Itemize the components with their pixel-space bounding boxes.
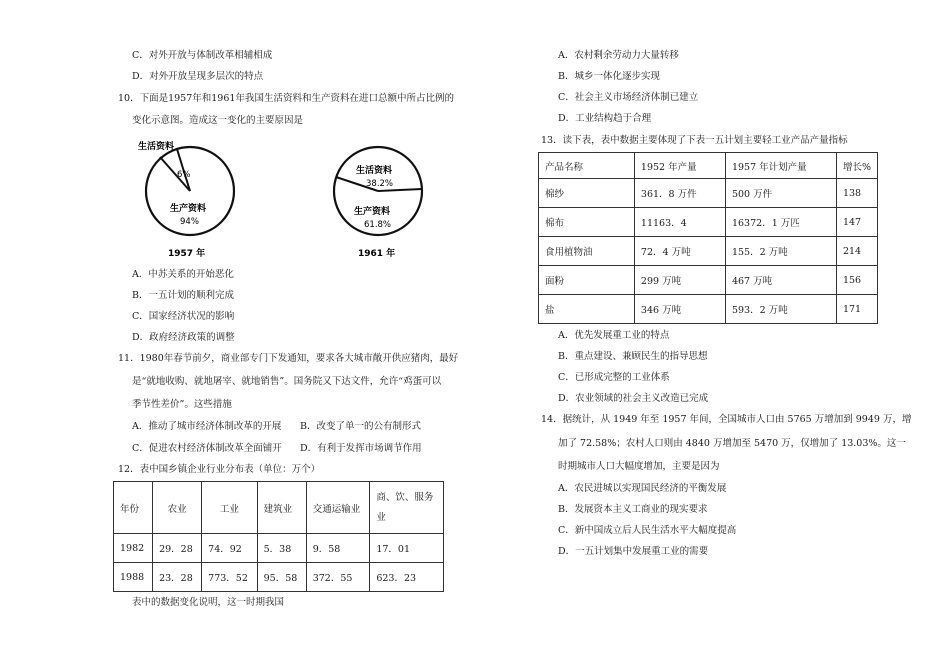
pie-charts-figure [120,135,450,260]
q12-after-table: 表中的数据变化说明，这一时期我国 [132,597,285,608]
table-cell: 1988 [114,563,153,592]
table-cell: 623．23 [370,563,444,592]
table-header-cell: 产品名称 [539,153,635,179]
q13-option-a: A．优先发展重工业的特点 [558,330,670,341]
table-cell: 72．4 万吨 [634,237,725,266]
table-cell: 16372．1 万匹 [725,208,836,237]
q11-option-c: C．促进农村经济体制改革全面铺开 [132,443,282,454]
q13-option-d: D．农业领域的社会主义改造已完成 [558,393,709,404]
q11-option-a: A．推动了城市经济体制改革的开展 [132,421,282,432]
table-row [539,266,878,295]
table-header-cell: 增长% [836,153,877,179]
table-cell: 面粉 [539,266,635,295]
pie-1961-label-production: 生产资料 [354,207,391,217]
table-cell: 156 [836,266,877,295]
q11-stem-line1: 11．1980年春节前夕，商业部专门下发通知，要求各大城市敞开供应猪肉，最好 [118,353,459,364]
q14-option-a: A．农民进城以实现国民经济的平衡发展 [558,483,727,494]
q10-option-d: D．政府经济政策的调整 [132,332,235,343]
table-cell: 23．28 [153,563,202,592]
q11-stem-line2: 是“就地收购、就地屠宰、就地销售”。国务院又下达文件，允许“鸡蛋可以 [132,376,442,387]
table-cell: 74．92 [202,534,257,563]
pie-1957-title: 1957 年 [168,249,206,259]
table-cell: 11163．4 [634,208,725,237]
q12-option-b: B．城乡一体化逐步实现 [558,71,660,82]
table-header-cell: 农业 [153,482,202,534]
table-cell: 29．28 [153,534,202,563]
table-header-row [539,153,878,179]
table-header-text: 业 [376,511,386,523]
table-header-cell-wrap [370,482,444,534]
table-row [114,534,444,563]
table-header-cell: 工业 [202,482,257,534]
pie-1957-pct-living: 6% [177,170,191,180]
pie-1957-label-living: 生活资料 [138,142,175,152]
table-cell: 214 [836,237,877,266]
table-row [539,237,878,266]
q14-option-b: B．发展资本主义工商业的现实要求 [558,504,708,515]
q13-option-c: C．已形成完整的工业体系 [558,372,670,383]
pie-1957 [138,140,234,259]
pie-1957-pct-production: 94% [180,217,199,227]
q10-option-a: A．中苏关系的开始恶化 [132,269,234,280]
table-row [539,295,878,324]
q9-option-c: C．对外开放与体制改革相辅相成 [132,50,273,61]
q11-option-b: B．改变了单一的公有制形式 [300,421,421,432]
q12-table [113,481,444,592]
q12-option-a: A．农村剩余劳动力大量转移 [558,50,679,61]
q12-option-d: D．工业结构趋于合理 [558,113,652,124]
pie-1961-title: 1961 年 [358,249,396,259]
table-cell: 盐 [539,295,635,324]
q13-option-b: B．重点建设、兼顾民生的指导思想 [558,351,708,362]
q10-stem-line1: 10．下面是1957年和1961年我国生活资料和生产资料在进口总额中所占比例的 [118,93,454,104]
q10-option-b: B．一五计划的顺利完成 [132,290,234,301]
table-header-cell: 交通运输业 [306,482,370,534]
pie-1961-label-living: 生活资料 [356,166,393,176]
q10-stem-line2: 变化示意图。造成这一变化的主要原因是 [132,115,304,126]
table-cell: 1982 [114,534,153,563]
q13-table [538,152,878,324]
table-cell: 500 万件 [725,179,836,208]
table-cell: 5．38 [257,534,306,563]
table-header-cell: 建筑业 [257,482,306,534]
table-header-cell: 1952 年产量 [634,153,725,179]
table-cell: 食用植物油 [539,237,635,266]
table-cell: 773．52 [202,563,257,592]
q13-stem: 13．读下表，表中数据主要体现了下表一五计划主要轻工业产品产量指标 [541,135,848,146]
table-header-cell: 1957 年计划产量 [725,153,836,179]
pie-1961-pct-living: 38.2% [366,179,394,189]
q14-stem-line1: 14．据统计，从 1949 年至 1957 年间，全国城市人口由 5765 万增加到 9949 万，增 [541,414,912,425]
table-cell: 346 万吨 [634,295,725,324]
q14-option-c: C．新中国成立后人民生活水平大幅度提高 [558,525,737,536]
table-cell: 9．58 [306,534,370,563]
table-cell: 17．01 [370,534,444,563]
q14-stem-line3: 时期城市人口大幅度增加，主要是因为 [558,461,720,472]
table-cell: 棉纱 [539,179,635,208]
table-cell: 棉布 [539,208,635,237]
table-row [539,179,878,208]
table-cell: 372．55 [306,563,370,592]
table-cell: 299 万吨 [634,266,725,295]
q12-option-c: C．社会主义市场经济体制已建立 [558,92,699,103]
q11-stem-line3: 季节性差价”。这些措施 [132,399,232,410]
table-cell: 155．2 万吨 [725,237,836,266]
table-cell: 361．8 万件 [634,179,725,208]
table-cell: 171 [836,295,877,324]
table-cell: 593．2 万吨 [725,295,836,324]
q14-option-d: D．一五计划集中发展重工业的需要 [558,546,709,557]
table-row [539,208,878,237]
q14-stem-line2: 加了 72.58%；农村人口则由 4840 万增加至 5470 万，仅增加了 13.03%。这一 [558,438,906,449]
pie-1957-label-production: 生产资料 [170,204,207,214]
pie-1961 [334,147,422,259]
q11-option-d: D．有利于发挥市场调节作用 [300,443,422,454]
table-header-text: 商、饮、服务 [376,491,434,503]
table-cell: 147 [836,208,877,237]
q10-option-c: C．国家经济状况的影响 [132,311,235,322]
table-cell: 95．58 [257,563,306,592]
table-row [114,563,444,592]
table-header-cell: 年份 [114,482,153,534]
table-cell: 138 [836,179,877,208]
q12-stem: 12．表中国乡镇企业行业分布表（单位：万个） [118,464,321,475]
table-header-row [114,482,444,534]
q9-option-d: D．对外开放呈现多层次的特点 [132,71,264,82]
pie-1961-pct-production: 61.8% [364,220,392,230]
table-cell: 467 万吨 [725,266,836,295]
